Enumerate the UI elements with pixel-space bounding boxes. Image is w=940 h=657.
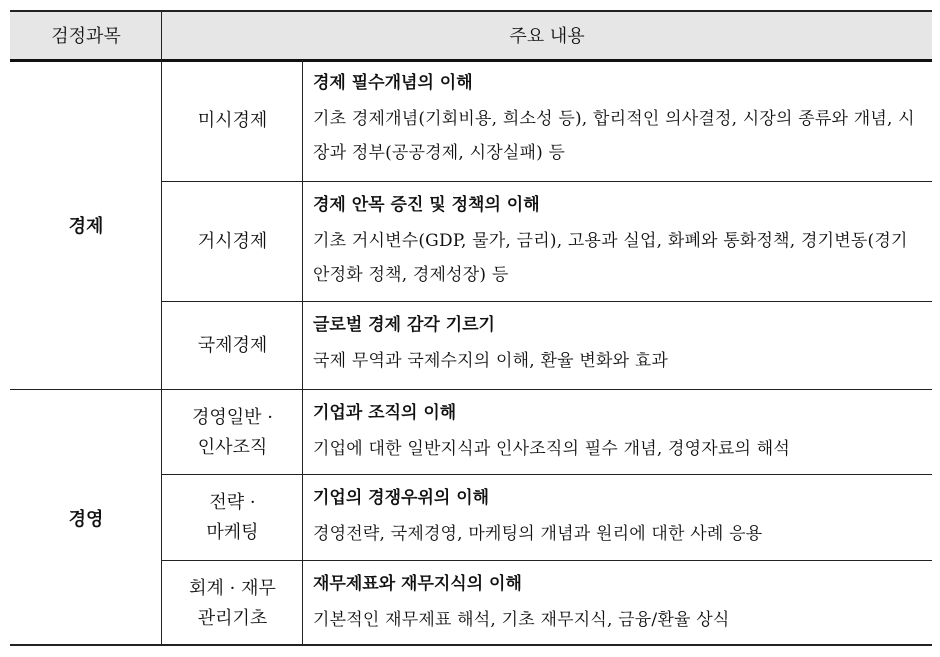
header-divider: [10, 59, 932, 62]
subcategory-macro: [162, 182, 303, 302]
category-label: 경제: [68, 216, 104, 237]
content-title: 경제 안목 증진 및 정책의 이해: [313, 195, 540, 215]
subcategory-label: 미시경제: [197, 110, 268, 131]
subcategory-label-line1: 경영일반 ·: [192, 406, 273, 428]
content-description: 경영전략, 국제경영, 마케팅의 개념과 원리에 대한 사례 응용: [313, 524, 763, 544]
content-description: 기초 경제개념(기회비용, 희소성 등), 합리적인 의사결정, 시장의 종류와 개념, 시장과 정부(공공경제, 시장실패) 등: [313, 109, 915, 163]
category-label: 경영: [68, 509, 104, 530]
content-title: 기업과 조직의 이해: [313, 403, 457, 423]
header-subject: [10, 10, 162, 60]
content-title: 재무제표와 재무지식의 이해: [313, 574, 522, 594]
content-title: 기업의 경쟁우위의 이해: [313, 488, 490, 508]
subcategory-label-line1: 회계 · 재무: [189, 577, 276, 599]
subject-table: [10, 10, 932, 646]
subcategory-label-line1: 전략 ·: [209, 492, 256, 513]
subcategory-label-line2: 관리기초: [197, 607, 268, 629]
content-strategy-marketing: [303, 475, 932, 561]
subcategory-strategy-marketing: [162, 475, 303, 561]
row-divider: [162, 474, 932, 475]
content-description: 기본적인 재무제표 해석, 기초 재무지식, 금융/환율 상식: [313, 610, 730, 630]
category-divider: [10, 389, 932, 390]
row-divider: [162, 181, 932, 182]
subcategory-label: 거시경제: [197, 231, 268, 252]
row-divider: [162, 301, 932, 302]
header-subject-label: 검정과목: [51, 26, 121, 47]
column-divider: [161, 10, 162, 646]
subcategory-international: [162, 302, 303, 390]
column-divider: [302, 60, 303, 646]
subcategory-label: 국제경제: [197, 335, 268, 356]
content-micro: [303, 60, 932, 182]
table-border-top: [10, 10, 932, 12]
subcategory-label-line2: 인사조직: [197, 436, 268, 458]
header-content: [162, 10, 932, 60]
content-international: [303, 302, 932, 390]
content-accounting-finance: [303, 561, 932, 646]
content-general-management: [303, 390, 932, 475]
subcategory-label-line2: 마케팅: [206, 522, 259, 543]
content-macro: [303, 182, 932, 302]
content-title: 글로벌 경제 감각 기르기: [313, 315, 495, 335]
row-divider: [162, 560, 932, 561]
subcategory-accounting-finance: [162, 561, 303, 646]
category-management: [10, 390, 162, 646]
content-description: 기업에 대한 일반지식과 인사조직의 필수 개념, 경영자료의 해석: [313, 439, 791, 459]
subcategory-general-management: [162, 390, 303, 475]
header-content-label: 주요 내용: [509, 26, 585, 47]
subcategory-micro: [162, 60, 303, 182]
table-border-bottom: [10, 644, 932, 646]
content-title: 경제 필수개념의 이해: [313, 73, 473, 93]
category-economics: [10, 60, 162, 390]
content-description: 국제 무역과 국제수지의 이해, 환율 변화와 효과: [313, 351, 669, 371]
content-description: 기초 거시변수(GDP, 물가, 금리), 고용과 실업, 화폐와 통화정책, 경기변동(경기안정화 정책, 경제성장) 등: [313, 231, 908, 285]
